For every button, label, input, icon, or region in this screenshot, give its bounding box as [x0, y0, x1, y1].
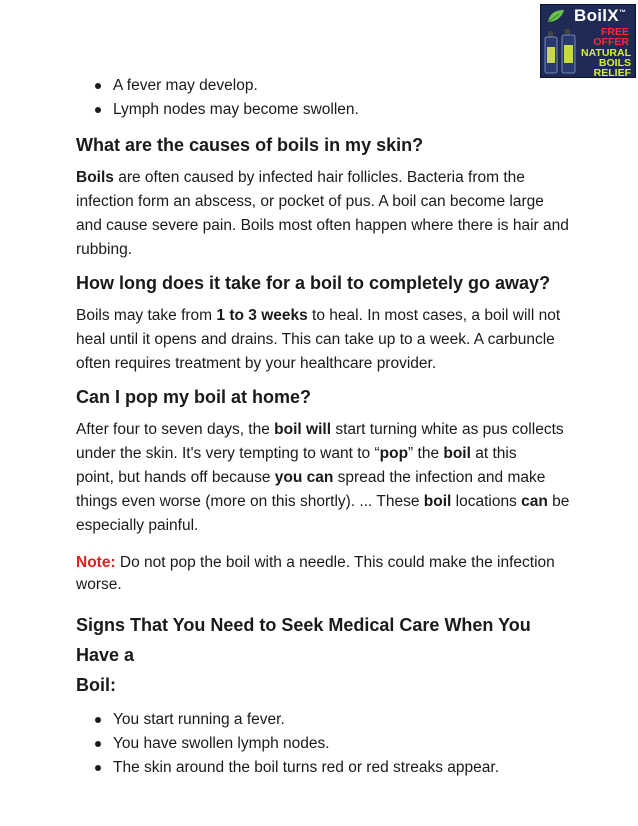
heading-duration: How long does it take for a boil to completely go away? [76, 273, 551, 293]
list-item: Lymph nodes may become swollen. [76, 98, 576, 122]
leaf-icon [547, 9, 565, 23]
bottles-icon [544, 25, 584, 75]
signs-list [76, 708, 576, 780]
paragraph-causes: Boils are often caused by infected hair follicles. Bacteria from the infection form an abscess, or pocket of pus. A boil can become large and cause severe pain. Boils most often happen where there is hair and rubbing. [76, 169, 569, 258]
symptom-list [76, 74, 576, 122]
note-text: Do not pop the boil with a needle. This could make the infection [115, 554, 555, 571]
paragraph-pop: After four to seven days, the boil will start turning white as pus collects under the skin. It's very tempting to want to “pop” the boil at this point, but hands off because you can spread the infection and make things even worse (more on this shortly). ... These boil locations can be especially painful. [76, 421, 570, 534]
logo-offer-line-1: FREE [600, 26, 629, 38]
list-item: The skin around the boil turns red or red streaks appear. [76, 756, 576, 780]
heading-signs: Signs That You Need to Seek Medical Care When You Have a Boil: [76, 615, 531, 695]
note-callout [76, 552, 576, 596]
logo-tagline-3: RELIEF [593, 67, 631, 78]
logo-tagline-2: BOILS [598, 57, 631, 69]
document-body [76, 74, 576, 780]
heading-pop: Can I pop my boil at home? [76, 387, 312, 407]
list-item: You start running a fever. [76, 708, 576, 732]
list-item: You have swollen lymph nodes. [76, 732, 576, 756]
logo-brand: BoilX™ [574, 6, 627, 25]
note-label: Note: [76, 554, 116, 571]
heading-causes: What are the causes of boils in my skin? [76, 135, 424, 155]
logo-offer-line-2: OFFER [593, 36, 629, 48]
list-item: A fever may develop. [76, 74, 576, 98]
boilx-logo [540, 4, 636, 78]
paragraph-duration: Boils may take from 1 to 3 weeks to heal. In most cases, a boil will not heal until it opens and drains. This can take up to a week. A carbuncle often requires treatment by your healthcare provider. [76, 307, 561, 372]
note-text-continued: worse. [76, 576, 122, 593]
logo-tagline-1: NATURAL [581, 47, 631, 59]
